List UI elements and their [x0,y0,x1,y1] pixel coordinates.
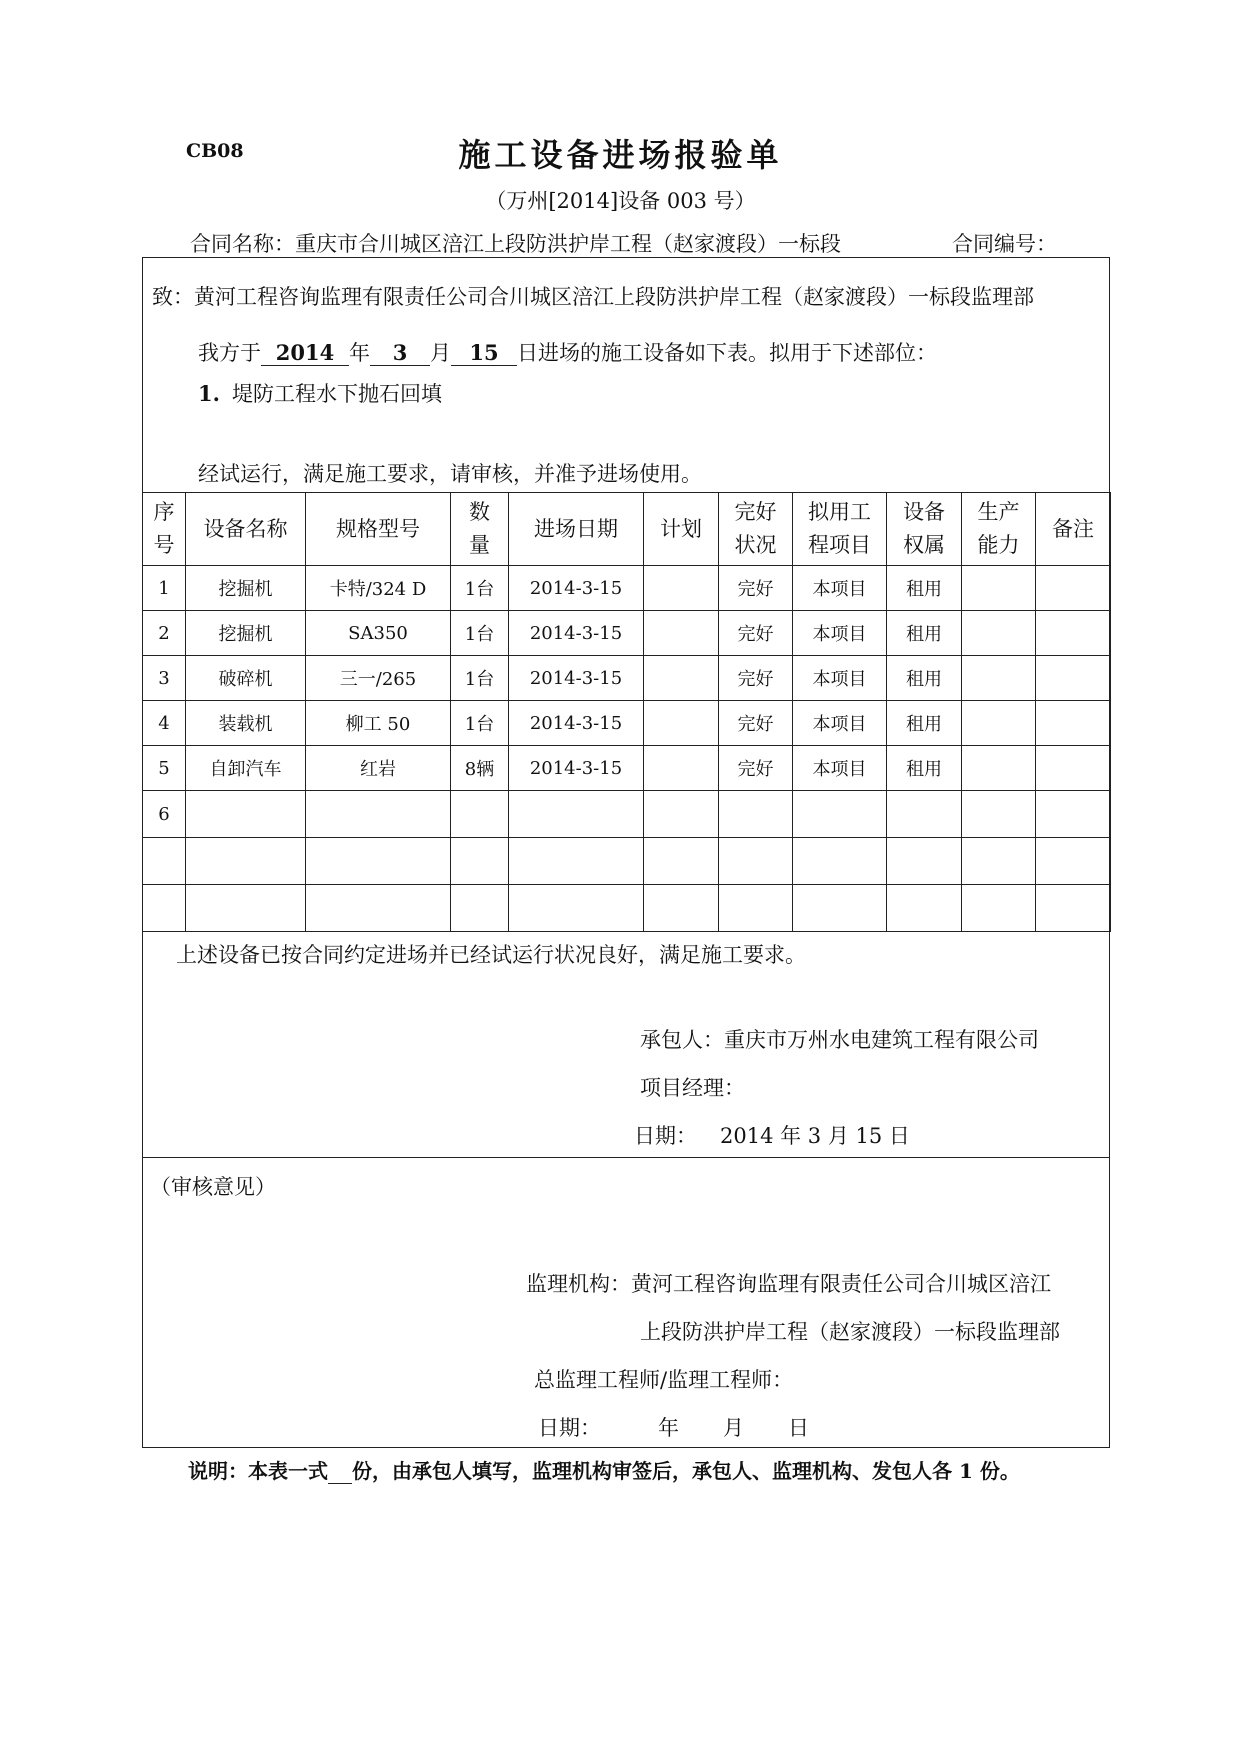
cell-ownership: 租用 [887,701,962,746]
month-unit: 月 [430,341,451,365]
review-month-unit: 月 [723,1416,744,1440]
col-header-capacity: 生产 能力 [962,493,1036,566]
contract-name: 合同名称：重庆市合川城区涪江上段防洪护岸工程（赵家渡段）一标段 [190,232,841,256]
review-year-unit: 年 [658,1416,679,1440]
form-title: 施工设备进场报验单 [458,136,783,174]
col-header-model: 规格型号 [306,493,451,566]
cell-plan [644,746,719,791]
cell-equipment-name: 装载机 [186,701,306,746]
cell-project: 本项目 [793,611,887,656]
cell-plan [644,611,719,656]
cell-condition: 完好 [719,746,793,791]
col-header-index: 序 号 [143,493,186,566]
form-code: CB08 [186,140,244,162]
cell-index [143,838,186,885]
cell-entry-date [509,838,644,885]
cell-project [793,791,887,838]
cell-equipment-name: 自卸汽车 [186,746,306,791]
cell-plan [644,885,719,932]
cell-entry-date: 2014-3-15 [509,566,644,611]
cell-condition [719,838,793,885]
review-heading: （审核意见） [150,1175,276,1199]
cell-model: SA350 [306,611,451,656]
cell-capacity [962,566,1036,611]
cell-equipment-name: 破碎机 [186,656,306,701]
intro-suffix: 日进场的施工设备如下表。拟用于下述部位： [517,341,937,365]
cell-model [306,838,451,885]
footer-note [188,1455,1020,1484]
project-manager-label: 项目经理： [640,1076,745,1100]
supervisor-agency-line-2: 上段防洪护岸工程（赵家渡段）一标段监理部 [640,1320,1060,1344]
cell-plan [644,838,719,885]
cell-ownership: 租用 [887,746,962,791]
copies-blank [328,1459,352,1484]
cell-index: 6 [143,791,186,838]
table-row [143,791,1111,838]
cell-model [306,885,451,932]
cell-index: 1 [143,566,186,611]
review-day-unit: 日 [788,1416,809,1440]
cell-quantity: 1台 [451,611,509,656]
entry-year-field: 2014 [261,341,349,366]
contractor-name: 承包人：重庆市万州水电建筑工程有限公司 [640,1028,1039,1052]
cell-remarks [1036,838,1111,885]
cell-equipment-name [186,885,306,932]
intro-line [198,337,937,367]
cell-index: 5 [143,746,186,791]
cell-quantity: 8辆 [451,746,509,791]
cell-equipment-name: 挖掘机 [186,566,306,611]
form-number: （万州[2014]设备 003 号） [485,189,756,213]
cell-remarks [1036,701,1111,746]
usage-item-text: 堤防工程水下抛石回填 [232,382,442,406]
cell-remarks [1036,611,1111,656]
contract-no-label: 合同编号： [952,232,1057,256]
cell-entry-date [509,885,644,932]
cell-quantity [451,791,509,838]
cell-model [306,791,451,838]
section-divider-review [142,1157,1110,1158]
col-header-quantity: 数 量 [451,493,509,566]
cell-project: 本项目 [793,566,887,611]
cell-model: 柳工 50 [306,701,451,746]
cell-plan [644,656,719,701]
contractor-date-value: 2014 年 3 月 15 日 [720,1124,910,1148]
table-row [143,885,1111,932]
cell-remarks [1036,656,1111,701]
entry-day-field: 15 [451,341,517,366]
cell-project: 本项目 [793,656,887,701]
table-row [143,611,1111,656]
cell-entry-date: 2014-3-15 [509,701,644,746]
cell-model: 卡特/324 D [306,566,451,611]
supervisor-agency-line-1: 监理机构：黄河工程咨询监理有限责任公司合川城区涪江 [526,1272,1051,1296]
col-header-ownership: 设备 权属 [887,493,962,566]
cell-index: 3 [143,656,186,701]
footer-note-suffix: 份，由承包人填写，监理机构审签后，承包人、监理机构、发包人各 1 份。 [352,1459,1020,1483]
cell-entry-date: 2014-3-15 [509,746,644,791]
cell-entry-date: 2014-3-15 [509,611,644,656]
intro-prefix: 我方于 [198,341,261,365]
col-header-remarks: 备注 [1036,493,1111,566]
table-row [143,701,1111,746]
cell-ownership: 租用 [887,611,962,656]
cell-ownership [887,838,962,885]
cell-remarks [1036,746,1111,791]
usage-item-1 [198,378,442,408]
cell-ownership: 租用 [887,566,962,611]
review-date-label: 日期： [538,1416,601,1440]
cell-remarks [1036,885,1111,932]
cell-quantity [451,885,509,932]
table-row [143,656,1111,701]
cell-condition [719,791,793,838]
cell-model: 三一/265 [306,656,451,701]
col-header-equipment-name: 设备名称 [186,493,306,566]
addressee-line: 致：黄河工程咨询监理有限责任公司合川城区涪江上段防洪护岸工程（赵家渡段）一标段监理部 [152,285,1034,309]
table-row [143,746,1111,791]
cell-quantity: 1台 [451,656,509,701]
cell-equipment-name: 挖掘机 [186,611,306,656]
cell-plan [644,701,719,746]
contractor-statement: 上述设备已按合同约定进场并已经试运行状况良好，满足施工要求。 [176,943,806,967]
table-row [143,566,1111,611]
footer-note-prefix: 说明：本表一式 [188,1459,328,1483]
cell-remarks [1036,566,1111,611]
cell-capacity [962,611,1036,656]
cell-index: 2 [143,611,186,656]
cell-index [143,885,186,932]
cell-condition [719,885,793,932]
cell-condition: 完好 [719,656,793,701]
equipment-table [142,492,1111,932]
chief-engineer-label: 总监理工程师/监理工程师： [534,1368,794,1392]
table-row [143,838,1111,885]
cell-index: 4 [143,701,186,746]
cell-capacity [962,656,1036,701]
cell-condition: 完好 [719,566,793,611]
cell-capacity [962,838,1036,885]
contractor-date-label: 日期： [634,1124,697,1148]
cell-capacity [962,885,1036,932]
table-header-row [143,493,1111,566]
request-text: 经试运行，满足施工要求，请审核，并准予进场使用。 [198,462,702,486]
cell-condition: 完好 [719,701,793,746]
cell-project: 本项目 [793,701,887,746]
cell-equipment-name [186,791,306,838]
cell-quantity: 1台 [451,566,509,611]
equipment-table-body [143,566,1111,932]
col-header-condition: 完好 状况 [719,493,793,566]
usage-item-number: 1. [198,381,220,406]
cell-ownership [887,885,962,932]
cell-equipment-name [186,838,306,885]
col-header-entry-date: 进场日期 [509,493,644,566]
cell-model: 红岩 [306,746,451,791]
cell-quantity [451,838,509,885]
cell-project: 本项目 [793,746,887,791]
cell-capacity [962,701,1036,746]
cell-remarks [1036,791,1111,838]
cell-ownership [887,791,962,838]
col-header-plan: 计划 [644,493,719,566]
cell-entry-date: 2014-3-15 [509,656,644,701]
cell-capacity [962,791,1036,838]
cell-capacity [962,746,1036,791]
cell-plan [644,791,719,838]
entry-month-field: 3 [370,341,430,366]
cell-project [793,885,887,932]
year-unit: 年 [349,341,370,365]
col-header-project: 拟用工 程项目 [793,493,887,566]
cell-ownership: 租用 [887,656,962,701]
cell-entry-date [509,791,644,838]
cell-quantity: 1台 [451,701,509,746]
cell-project [793,838,887,885]
cell-plan [644,566,719,611]
cell-condition: 完好 [719,611,793,656]
